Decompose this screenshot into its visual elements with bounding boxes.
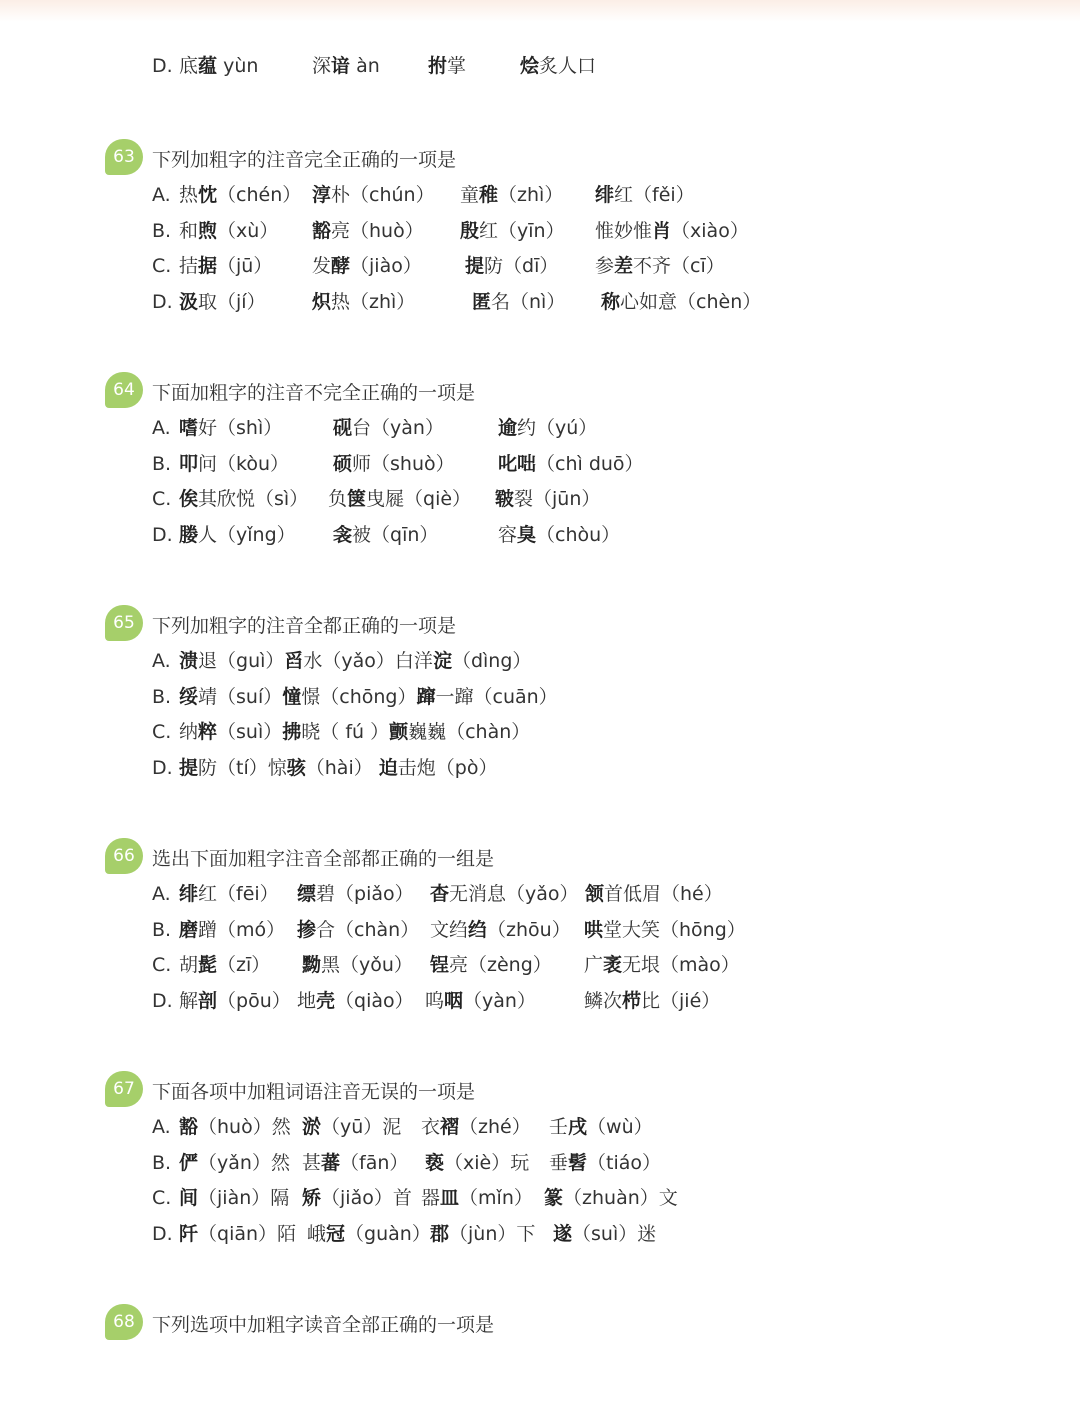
bold-char: 绯 [595,184,615,206]
item-text: 师（shuò） [352,452,455,475]
bold-char: 冠 [326,1222,346,1245]
item-text: 容 [498,523,518,546]
option-label: D. [152,55,173,77]
bold-char: 豁 [312,219,332,242]
item-text: （chén） [217,184,302,206]
item-text: 一蹿（cuān） [435,685,558,708]
option-label: B. [152,219,172,242]
bold-char: 忱 [198,184,218,206]
item-text: 防（dī） [484,255,559,277]
option-label: D. [152,756,173,779]
item-text: 被（qīn） [352,523,439,546]
item-text: （jùn）下 [449,1222,536,1245]
option-label: A. [152,883,171,905]
option-label: A. [152,417,171,439]
option-item [553,1220,656,1248]
item-text: （hài） [305,756,379,779]
option-item [595,181,695,209]
option-label: A. [152,1116,171,1138]
item-text: （suì） [217,721,283,743]
bold-char: 淳 [312,184,332,206]
bold-char: 缥 [297,883,317,905]
question-number-badge: 68 [105,1304,143,1340]
item-text: 心如意（chèn） [620,290,762,313]
bold-char: 皲 [495,488,515,510]
item-text: yùn [217,55,259,77]
bold-char: 咽 [444,989,464,1012]
bold-char: 箧 [347,488,367,510]
item-text: 惟妙惟 [595,219,653,242]
item-text: （pōu） [217,989,291,1012]
option-label: C. [152,1187,172,1209]
option-item [425,987,536,1015]
item-text: （fān） [340,1151,409,1174]
item-text: 首低眉（hé） [604,883,723,905]
option-item [549,1149,661,1177]
option-item [179,754,497,782]
option-label: C. [152,255,172,277]
bold-char: 亵 [425,1151,445,1174]
item-text: 拮 [179,255,199,277]
option-item [421,1113,531,1141]
option-item [328,485,471,513]
option-item [179,181,301,209]
bold-char: 郡 [430,1222,450,1245]
item-text: 晓（ fú ） [301,721,390,743]
question-title: 下面各项中加粗词语注音无误的一项是 [152,1081,476,1103]
bold-char: 汲 [179,290,199,313]
item-text: 人（yǐng） [198,523,296,546]
item-text: 好（shì） [198,417,283,439]
item-text: （zhé） [459,1116,531,1138]
option-item [179,683,558,711]
option-label: B. [152,918,172,941]
option-label: A. [152,184,171,206]
bold-char: 殷 [460,219,480,242]
bold-char: 憧 [282,685,302,708]
item-text: 深 [312,55,332,77]
option-label: C. [152,954,172,976]
bold-char: 杳 [430,883,450,905]
option-item [179,647,531,675]
item-text: 地 [297,989,317,1012]
bold-char: 嗜 [179,417,199,439]
item-text: （yǎn）然 [198,1151,290,1174]
item-text: 纳 [179,721,199,743]
option-item [333,414,444,442]
bold-char: 逾 [498,417,518,439]
option-item [179,252,272,280]
item-text: 蹭（mó） [198,918,286,941]
item-text: （jiào） [350,255,422,277]
item-text: 不齐（cī） [633,255,725,277]
item-text: 亮（zèng） [449,954,552,976]
bold-char: 遂 [553,1222,573,1245]
item-text: 解 [179,989,199,1012]
item-text: （jū） [217,255,273,277]
bold-char: 酵 [331,255,351,277]
bold-char: 谙 [331,55,351,77]
item-text: 红（fěi） [614,184,695,206]
bold-char: 叩 [179,452,199,475]
item-text: 巍巍（chàn） [408,721,531,743]
bold-char: 称 [601,290,621,313]
item-text: （qiān）陌 [198,1222,297,1245]
bold-char: 俨 [179,1151,199,1174]
item-text: 负 [328,488,348,510]
question-title: 下列选项中加粗字读音全部正确的一项是 [152,1314,495,1336]
question-title: 下列加粗字的注音全都正确的一项是 [152,615,457,637]
bold-char: 褶 [440,1116,460,1138]
bold-char: 肖 [652,219,672,242]
option-item [179,485,308,513]
item-text: （chì duō） [536,452,644,475]
bold-char: 剖 [198,989,218,1012]
option-item [472,288,565,316]
option-label: D. [152,989,173,1012]
option-item [430,916,571,944]
bold-char: 篆 [544,1187,564,1209]
item-text: 文绉 [430,918,469,941]
bold-char: 绉 [468,918,488,941]
item-text: （dìng） [451,650,532,672]
item-text: （tiáo） [587,1151,662,1174]
item-text: 水（yǎo）白洋 [303,650,433,672]
question-number-badge: 63 [105,139,143,175]
bold-char: 黝 [302,954,322,976]
bold-char: 栉 [622,989,642,1012]
bold-char: 据 [198,255,218,277]
item-text: 炙人口 [539,55,597,77]
question-number-badge: 67 [105,1071,143,1107]
bold-char: 淤 [302,1116,322,1138]
option-item [179,951,270,979]
item-text: （guàn） [345,1222,431,1245]
item-text: 防（tí）惊 [198,756,287,779]
option-item [425,1149,529,1177]
bold-char: 骇 [286,756,306,779]
item-text: （zhōu） [487,918,571,941]
item-text: 衣 [421,1116,441,1138]
option-item [312,52,380,80]
bold-char: 拂 [282,721,302,743]
bold-char: 绥 [179,685,199,708]
item-text: （yàn） [463,989,536,1012]
option-label: D. [152,290,173,313]
bold-char: 蕃 [321,1151,341,1174]
bold-char: 蕴 [198,55,218,77]
option-item [549,1113,653,1141]
option-label: B. [152,685,172,708]
question-number-badge: 65 [105,605,143,641]
option-item [460,181,563,209]
item-text: 红（fēi） [198,883,279,905]
option-item [302,951,413,979]
bold-char: 提 [179,756,199,779]
bold-char: 匿 [472,290,492,313]
option-item [520,52,596,80]
item-text: 热（zhì） [331,290,416,313]
option-item [465,252,558,280]
bold-char: 稚 [479,184,499,206]
option-label: B. [152,452,172,475]
option-item [498,450,644,478]
item-text: （huò）然 [198,1116,291,1138]
option-item [179,414,282,442]
option-item [297,880,414,908]
option-item [584,987,720,1015]
option-item [179,1113,291,1141]
option-item [601,288,761,316]
item-text: （xiè）玩 [444,1151,530,1174]
item-text: （suì）迷 [572,1222,657,1245]
item-text: （mǐn） [459,1187,533,1209]
question-number-badge: 64 [105,372,143,408]
item-text: （zhuàn）文 [563,1187,678,1209]
bold-char: 绯 [179,883,199,905]
bold-char: 烩 [520,55,540,77]
bold-char: 臭 [517,523,537,546]
bold-char: 蹿 [416,685,436,708]
item-text: （xiào） [671,219,749,242]
bold-char: 阡 [179,1222,199,1245]
item-text: 红（yīn） [479,219,565,242]
option-item [179,288,266,316]
item-text: 掌 [447,55,467,77]
option-item [179,52,258,80]
option-label: D. [152,523,173,546]
option-item [430,1220,535,1248]
option-item [307,1220,431,1248]
option-label: D. [152,1222,173,1245]
option-label: A. [152,650,171,672]
item-text: （yū）泥 [321,1116,402,1138]
top-decoration [0,0,1080,22]
item-text: 呜 [425,989,445,1012]
bold-char: 颤 [389,721,409,743]
item-text: 亮（huò） [331,219,424,242]
option-item [302,1113,401,1141]
option-item [179,916,285,944]
item-text: （jiǎo）首 [321,1187,412,1209]
item-text: 其欣悦（sì） [198,488,309,510]
option-item [595,252,725,280]
item-text: 裂（jūn） [514,488,601,510]
item-text: 台（yàn） [352,417,444,439]
option-item [179,521,296,549]
option-item [498,414,597,442]
option-item [179,450,289,478]
bold-char: 袤 [603,954,623,976]
item-text: 憬（chōng） [301,685,417,708]
option-item [312,252,422,280]
option-item [595,217,749,245]
option-item [428,52,466,80]
item-text: 胡 [179,954,199,976]
item-text: （zī） [217,954,271,976]
item-text: （qiào） [335,989,414,1012]
option-item [302,1149,408,1177]
option-item [179,1184,289,1212]
option-item [297,916,419,944]
option-item [179,217,278,245]
option-label: C. [152,721,172,743]
option-item [333,450,455,478]
option-item [333,521,438,549]
option-item [179,987,291,1015]
option-item [302,1184,412,1212]
item-text: 击炮（pò） [397,756,498,779]
option-item [495,485,600,513]
bold-char: 淀 [432,650,452,672]
option-item [297,987,414,1015]
option-item [430,951,552,979]
option-item [584,916,746,944]
bold-char: 迫 [378,756,398,779]
bold-char: 煦 [198,219,218,242]
option-item [179,718,530,746]
item-text: 童 [460,184,480,206]
option-item [312,217,424,245]
item-text: 堂大笑（hōng） [603,918,746,941]
bold-char: 锃 [430,954,450,976]
bold-char: 髭 [198,954,218,976]
bold-char: 哄 [584,918,604,941]
bold-char: 舀 [284,650,304,672]
item-text: （jiàn）隔 [198,1187,290,1209]
item-text: 热 [179,184,199,206]
item-text: 取（jí） [198,290,266,313]
option-item [312,181,435,209]
item-text: （chòu） [536,523,621,546]
item-text: 峨 [307,1222,327,1245]
bold-char: 俟 [179,488,199,510]
bold-char: 叱咄 [498,452,537,475]
item-text: 甚 [302,1151,322,1174]
item-text: 壬 [549,1116,569,1138]
item-text: 参 [595,255,615,277]
option-label: B. [152,1151,172,1174]
bold-char: 拊 [428,55,448,77]
item-text: 发 [312,255,332,277]
question-title: 选出下面加粗字注音全部都正确的一组是 [152,848,495,870]
item-text: 碧（piǎo） [316,883,414,905]
item-text: 约（yú） [517,417,598,439]
item-text: 底 [179,55,199,77]
item-text: 靖（suí） [198,685,283,708]
bold-char: 壳 [316,989,336,1012]
item-text: （wù） [587,1116,653,1138]
bold-char: 间 [179,1187,199,1209]
item-text: 广 [584,954,604,976]
bold-char: 差 [614,255,634,277]
option-item [585,880,723,908]
option-item [312,288,415,316]
option-item [460,217,565,245]
item-text: 合（chàn） [316,918,420,941]
item-text: 鳞次 [584,989,623,1012]
option-item [430,880,579,908]
item-text: 名（nì） [491,290,566,313]
option-item [498,521,620,549]
bold-char: 髫 [568,1151,588,1174]
item-text: 朴（chún） [331,184,435,206]
bold-char: 掺 [297,918,317,941]
option-item [179,1220,296,1248]
item-text: 器 [421,1187,441,1209]
item-text: 问（kòu） [198,452,290,475]
bold-char: 硕 [333,452,353,475]
option-item [421,1184,533,1212]
question-title: 下面加粗字的注音不完全正确的一项是 [152,382,476,404]
item-text: 无垠（mào） [622,954,740,976]
item-text: （xù） [217,219,279,242]
option-item [179,880,279,908]
question-title: 下列加粗字的注音完全正确的一项是 [152,149,457,171]
bold-char: 溃 [179,650,199,672]
item-text: 退（guì） [198,650,285,672]
bold-char: 粹 [198,721,218,743]
item-text: 比（jié） [641,989,721,1012]
item-text: （zhì） [498,184,564,206]
bold-char: 皿 [440,1187,460,1209]
bold-char: 提 [465,255,485,277]
bold-char: 矫 [302,1187,322,1209]
item-text: 黑（yǒu） [321,954,413,976]
item-text: 无消息（yǎo） [449,883,579,905]
item-text: 和 [179,219,199,242]
option-item [584,951,740,979]
item-text: àn [350,55,380,77]
bold-char: 媵 [179,523,199,546]
question-number-badge: 66 [105,838,143,874]
option-item [544,1184,678,1212]
bold-char: 衾 [333,523,353,546]
bold-char: 炽 [312,290,332,313]
bold-char: 戌 [568,1116,588,1138]
bold-char: 砚 [333,417,353,439]
bold-char: 豁 [179,1116,199,1138]
option-label: C. [152,488,172,510]
option-item [179,1149,290,1177]
item-text: 垂 [549,1151,569,1174]
bold-char: 磨 [179,918,199,941]
bold-char: 颔 [585,883,605,905]
item-text: 曳屣（qiè） [366,488,472,510]
